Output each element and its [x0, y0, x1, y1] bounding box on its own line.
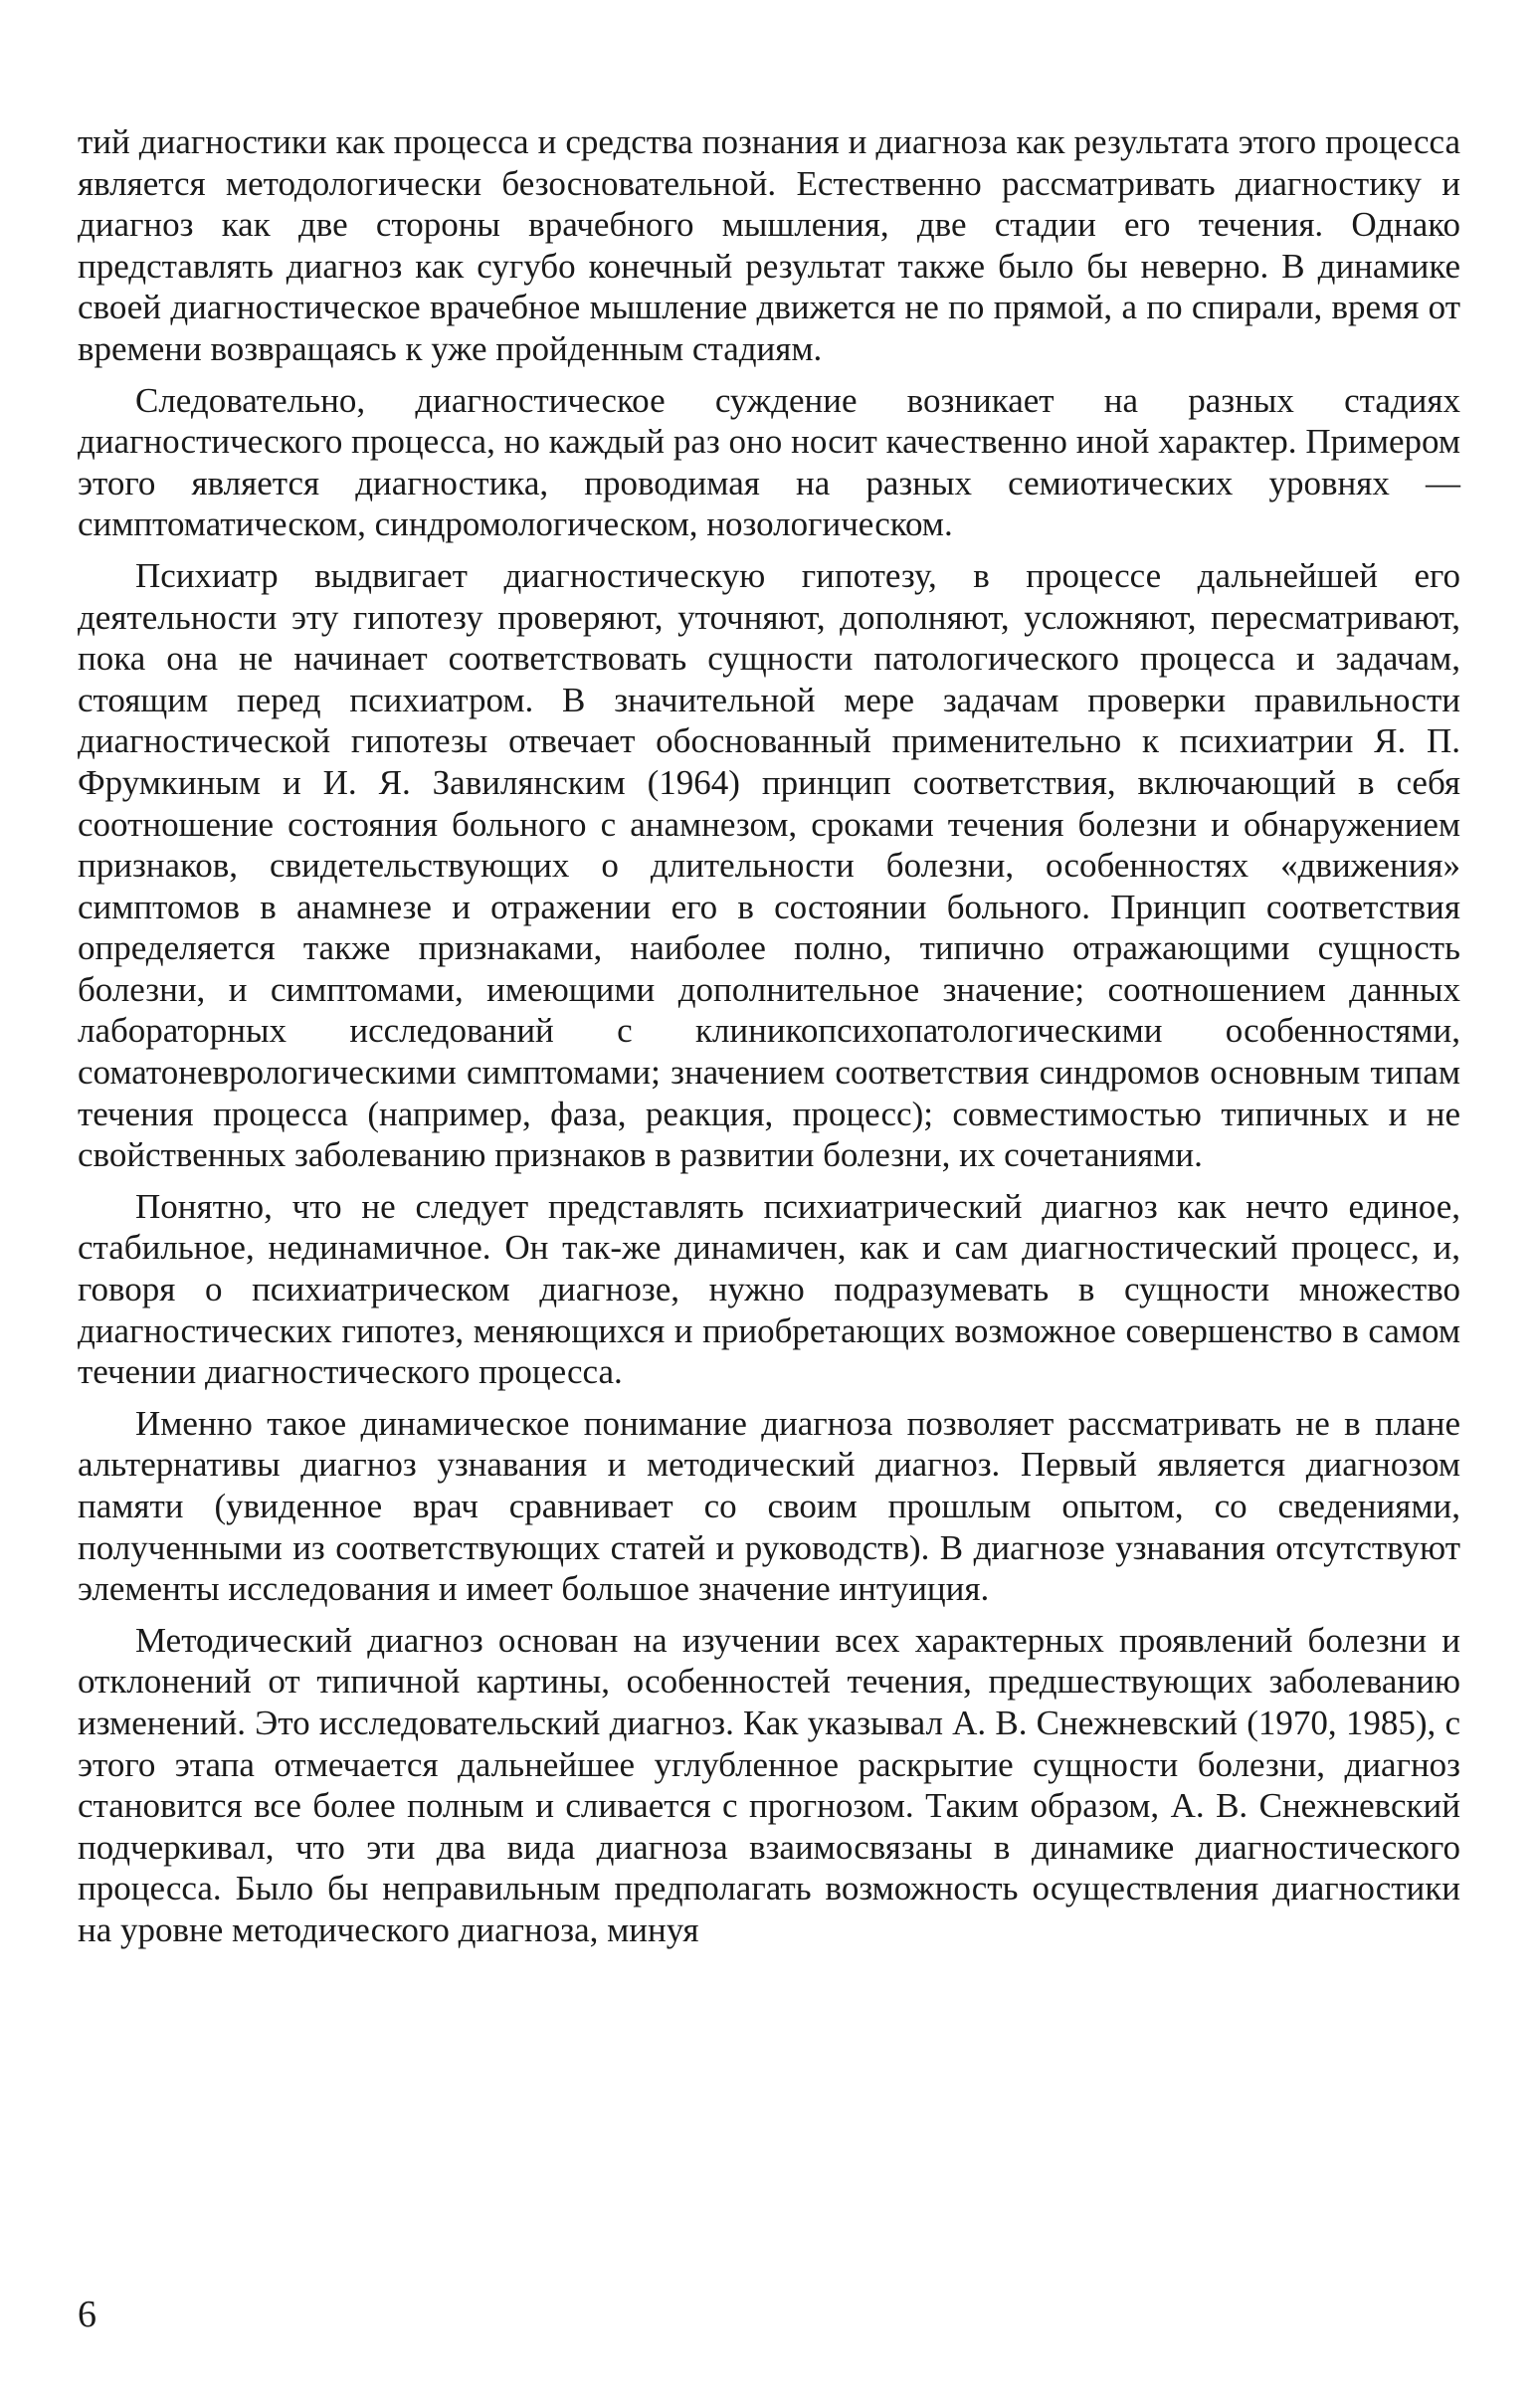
paragraph-1: тий диагностики как процесса и средства познания и диагноза как результата этого процесса является методологически безосновательной. Естественно рассматривать диагностику и диагноз как две стороны врачебного мышления, две стадии его течения. Однако представлять диагноз как сугубо конечный результат также было бы неверно. В динамике своей диагностическое врачебное мышление движется не по прямой, а по спирали, время от времени возвращаясь к уже пройденным стадиям.	[78, 122, 1460, 368]
page-body	[78, 121, 1460, 1961]
paragraph-2: Следовательно, диагностическое суждение возникает на разных стадиях диагностического процесса, но каждый раз оно носит качественно иной характер. Примером этого является диагностика, проводимая на разных семиотических уровнях — симптоматическом, синдромологическом, нозологическом.	[78, 380, 1460, 544]
paragraph-5: Именно такое динамическое понимание диагноза позволяет рассматривать не в плане альтернативы диагноз узнавания и методический диагноз. Первый является диагнозом памяти (увиденное врач сравнивает со своим прошлым опытом, со сведениями, полученными из соответствующих статей и руководств). В диагнозе узнавания отсутствуют элементы исследования и имеет большое значение интуиция.	[78, 1403, 1460, 1609]
paragraph-6: Методический диагноз основан на изучении всех характерных проявлений болезни и отклонений от типичной картины, особенностей течения, предшествующих заболеванию изменений. Это исследовательский диагноз. Как указывал А. В. Снежневский (1970, 1985), с этого этапа отмечается дальнейшее углубленное раскрытие сущности болезни, диагноз становится все более полным и сливается с прогнозом. Таким образом, А. В. Снежневский подчеркивал, что эти два вида диагноза взаимосвязаны в динамике диагностического процесса. Было бы неправильным предполагать возможность осуществления диагностики на уровне методического диагноза, минуя	[78, 1620, 1460, 1949]
page-number: 6	[78, 2294, 96, 2335]
paragraph-4: Понятно, что не следует представлять психиатрический диагноз как нечто единое, стабильное, нединамичное. Он так-же динамичен, как и сам диагностический процесс, и, говоря о психиатрическом диагнозе, нужно подразумевать в сущности множество диагностических гипотез, меняющихся и приобретающих возможное совершенство в самом течении диагностического процесса.	[78, 1186, 1460, 1392]
paragraph-3: Психиатр выдвигает диагностическую гипотезу, в процессе дальнейшей его деятельности эту гипотезу проверяют, уточняют, дополняют, усложняют, пересматривают, пока она не начинает соответствовать сущности патологического процесса и задачам, стоящим перед психиатром. В значительной мере задачам проверки правильности диагностической гипотезы отвечает обоснованный применительно к психиатрии Я. П. Фрумкиным и И. Я. Завилянским (1964) принцип соответствия, включающий в себя соотношение состояния больного с анамнезом, сроками течения болезни и обнаружением признаков, свидетельствующих о длительности болезни, особенностях «движения» симптомов в анамнезе и отражении его в состоянии больного. Принцип соответствия определяется также признаками, наиболее полно, типично отражающими сущность болезни, и симптомами, имеющими дополнительное значение; соотношением данных лабораторных исследований с клиникопсихопатологическими особенностями, соматоневрологическими симптомами; значением соответствия синдромов основным типам течения процесса (например, фаза, реакция, процесс); совместимостью типичных и не свойственных заболеванию признаков в развитии болезни, их сочетаниями.	[78, 555, 1460, 1175]
